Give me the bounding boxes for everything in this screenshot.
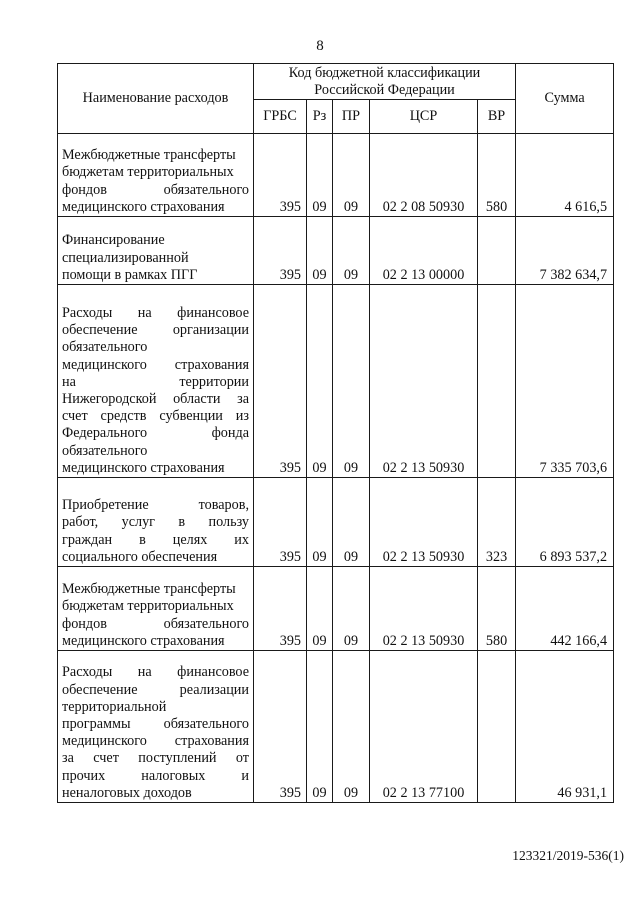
grbs-cell: 395 xyxy=(254,217,307,285)
grbs-cell: 395 xyxy=(254,651,307,803)
expense-name-line: на территории xyxy=(62,373,249,390)
expense-name-line: неналоговых доходов xyxy=(62,784,192,801)
expense-name-line: социального обеспечения xyxy=(62,548,218,565)
sum-cell: 7 335 703,6 xyxy=(516,285,614,478)
expense-name-line: обязательного xyxy=(62,442,148,459)
expense-name-line: медицинского страхования xyxy=(62,356,249,373)
expense-name-cell xyxy=(58,651,254,803)
expense-name-line: счет средств субвенции из xyxy=(62,408,249,425)
rz-cell: 09 xyxy=(307,285,333,478)
table-row xyxy=(58,217,614,285)
pr-cell: 09 xyxy=(333,567,370,651)
header-expense-name: Наименование расходов xyxy=(58,64,254,134)
pr-cell: 09 xyxy=(333,478,370,567)
csr-cell: 02 2 13 77100 xyxy=(370,651,478,803)
expense-name-line: специализированной xyxy=(62,249,189,266)
grbs-cell: 395 xyxy=(254,478,307,567)
rz-cell: 09 xyxy=(307,217,333,285)
expense-name-line: Межбюджетные трансферты xyxy=(62,581,236,598)
expense-name-line: граждан в целях их xyxy=(62,531,249,548)
pr-cell: 09 xyxy=(333,134,370,217)
csr-cell: 02 2 13 00000 xyxy=(370,217,478,285)
header-vr: ВР xyxy=(478,100,516,134)
header-budget-code-group: Код бюджетной классификации Российской Федерации xyxy=(254,64,516,100)
sum-cell: 442 166,4 xyxy=(516,567,614,651)
expense-name-line: Межбюджетные трансферты xyxy=(62,147,236,164)
expense-name-line: территориальной xyxy=(62,698,167,715)
expense-name-line: Нижегородской области за xyxy=(62,390,249,407)
expense-name-line: бюджетам территориальных xyxy=(62,598,234,615)
expense-name-line: программы обязательного xyxy=(62,715,249,732)
header-grbs: ГРБС xyxy=(254,100,307,134)
grbs-cell: 395 xyxy=(254,567,307,651)
expense-name-cell xyxy=(58,134,254,217)
expense-name-line: за счет поступлений от xyxy=(62,750,249,767)
vr-cell: 580 xyxy=(478,567,516,651)
expense-name-line: бюджетам территориальных xyxy=(62,164,234,181)
page-number: 8 xyxy=(316,38,324,54)
vr-cell xyxy=(478,217,516,285)
header-rz: Рз xyxy=(307,100,333,134)
expense-name-line: помощи в рамках ПГГ xyxy=(62,266,198,283)
table-row xyxy=(58,567,614,651)
sum-cell: 4 616,5 xyxy=(516,134,614,217)
expense-name-line: обязательного xyxy=(62,339,148,356)
rz-cell: 09 xyxy=(307,567,333,651)
expense-name-cell xyxy=(58,217,254,285)
table-body xyxy=(58,134,614,803)
expense-name-cell xyxy=(58,478,254,567)
expense-name-line: фондов обязательного xyxy=(62,615,249,632)
grbs-cell: 395 xyxy=(254,285,307,478)
csr-cell: 02 2 13 50930 xyxy=(370,285,478,478)
expense-name-line: медицинского страхования xyxy=(62,459,225,476)
grbs-cell: 395 xyxy=(254,134,307,217)
table-row xyxy=(58,285,614,478)
vr-cell xyxy=(478,285,516,478)
vr-cell xyxy=(478,651,516,803)
csr-cell: 02 2 08 50930 xyxy=(370,134,478,217)
pr-cell: 09 xyxy=(333,651,370,803)
expense-name-line: медицинского страхования xyxy=(62,733,249,750)
vr-cell: 323 xyxy=(478,478,516,567)
expense-name-line: медицинского страхования xyxy=(62,632,225,649)
expense-name-line: Расходы на финансовое xyxy=(62,664,249,681)
rz-cell: 09 xyxy=(307,134,333,217)
document-registration-code: 123321/2019-536(1) xyxy=(512,848,624,863)
csr-cell: 02 2 13 50930 xyxy=(370,567,478,651)
expense-name-line: Приобретение товаров, xyxy=(62,497,249,514)
vr-cell: 580 xyxy=(478,134,516,217)
expense-name-cell xyxy=(58,285,254,478)
expense-name-line: обеспечение реализации xyxy=(62,681,249,698)
expense-name-line: Расходы на финансовое xyxy=(62,304,249,321)
budget-expenses-table xyxy=(57,63,614,803)
sum-cell: 7 382 634,7 xyxy=(516,217,614,285)
expense-name-line: медицинского страхования xyxy=(62,198,225,215)
pr-cell: 09 xyxy=(333,285,370,478)
header-csr: ЦСР xyxy=(370,100,478,134)
pr-cell: 09 xyxy=(333,217,370,285)
rz-cell: 09 xyxy=(307,478,333,567)
table-row xyxy=(58,651,614,803)
expense-name-line: обеспечение организации xyxy=(62,322,249,339)
sum-cell: 6 893 537,2 xyxy=(516,478,614,567)
expense-name-cell xyxy=(58,567,254,651)
expense-name-line: прочих налоговых и xyxy=(62,767,249,784)
rz-cell: 09 xyxy=(307,651,333,803)
expense-name-line: Финансирование xyxy=(62,232,165,249)
table-row xyxy=(58,478,614,567)
expense-name-line: фондов обязательного xyxy=(62,181,249,198)
header-sum: Сумма xyxy=(516,64,614,134)
sum-cell: 46 931,1 xyxy=(516,651,614,803)
header-pr: ПР xyxy=(333,100,370,134)
expense-name-line: Федерального фонда xyxy=(62,425,249,442)
csr-cell: 02 2 13 50930 xyxy=(370,478,478,567)
table-row xyxy=(58,134,614,217)
expense-name-line: работ, услуг в пользу xyxy=(62,514,249,531)
